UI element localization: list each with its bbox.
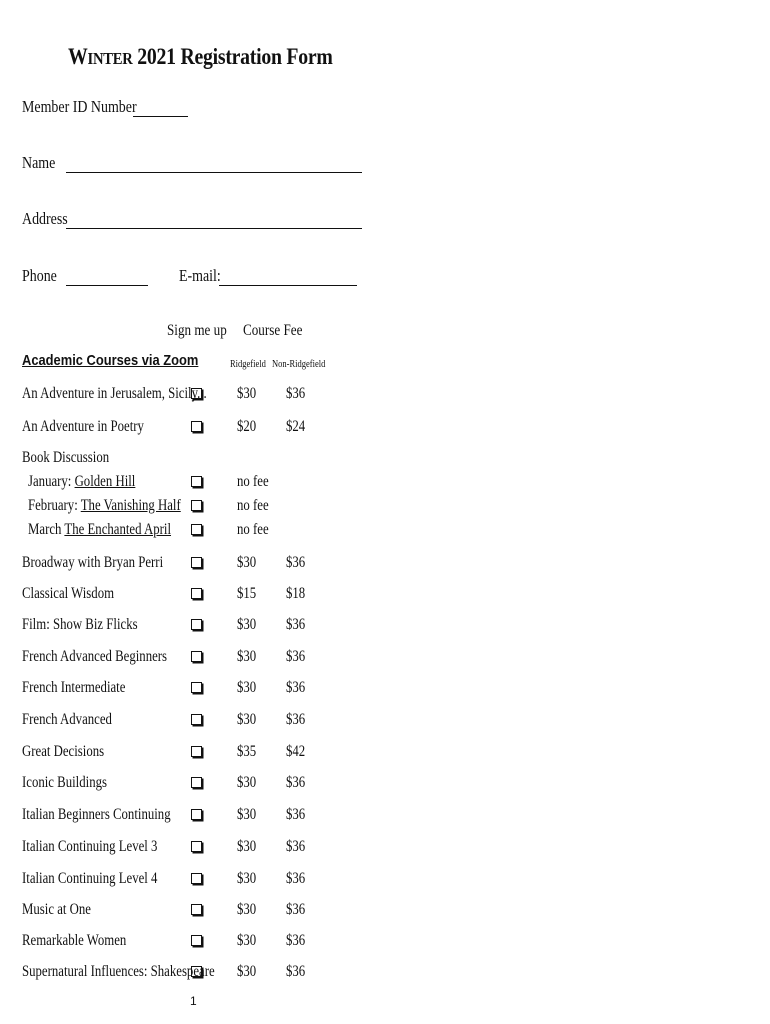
name-field[interactable] [66,172,362,173]
fee-non-ridgefield: $36 [286,870,306,887]
book-entry: March The Enchanted April [28,521,172,538]
fee-non-ridgefield: $42 [286,743,306,760]
course-row [0,870,770,892]
signup-checkbox[interactable] [191,388,202,399]
course-name: Film: Show Biz Flicks [22,616,138,633]
course-row [0,963,770,985]
fee-ridgefield: $15 [237,585,257,602]
course-name: Italian Continuing Level 3 [22,838,158,855]
signup-checkbox[interactable] [191,873,202,884]
email-label: E-mail: [179,266,221,285]
signup-checkbox[interactable] [191,619,202,630]
ridgefield-header: Ridgefield [230,359,266,370]
course-row [0,711,770,733]
book-title: Golden Hill [74,473,136,490]
course-name: Music at One [22,901,91,918]
course-name: Italian Continuing Level 4 [22,870,158,887]
fee-ridgefield: $30 [237,711,257,728]
course-name: An Adventure in Jerusalem, Sicily... [22,385,207,402]
course-row [0,901,770,923]
course-row [0,774,770,796]
fee-ridgefield: $30 [237,963,257,980]
course-row [0,418,770,440]
email-field[interactable] [219,285,357,286]
member-id-label: Member ID Number [22,97,137,116]
form-title: WINTER 2021 Registration Form [68,44,333,69]
fee-non-ridgefield: $36 [286,774,306,791]
fee-ridgefield: $30 [237,901,257,918]
course-name: Broadway with Bryan Perri [22,554,164,571]
signup-checkbox[interactable] [191,809,202,820]
fee-ridgefield: $30 [237,385,257,402]
course-row [0,648,770,670]
course-name: Remarkable Women [22,932,127,949]
name-label: Name [22,153,56,172]
page-number: 1 [190,994,197,1008]
fee-non-ridgefield: $36 [286,838,306,855]
signup-checkbox[interactable] [191,966,202,977]
course-name: French Intermediate [22,679,126,696]
fee-non-ridgefield: $36 [286,554,306,571]
fee-ridgefield: $30 [237,616,257,633]
course-row [0,932,770,954]
fee-non-ridgefield: $36 [286,932,306,949]
book-entry: January: Golden Hill [28,473,136,490]
fee-ridgefield: no fee [237,497,269,514]
fee-ridgefield: $30 [237,932,257,949]
course-name: Great Decisions [22,743,105,760]
course-name: Italian Beginners Continuing [22,806,171,823]
signup-checkbox[interactable] [191,682,202,693]
member-id-field[interactable] [133,116,188,117]
non-ridgefield-header: Non-Ridgefield [272,359,326,370]
fee-non-ridgefield: $18 [286,585,306,602]
fee-ridgefield: $30 [237,838,257,855]
signup-checkbox[interactable] [191,935,202,946]
fee-non-ridgefield: $24 [286,418,306,435]
section-title: Academic Courses via Zoom [22,352,199,369]
fee-ridgefield: $30 [237,774,257,791]
fee-non-ridgefield: $36 [286,616,306,633]
signup-checkbox[interactable] [191,651,202,662]
course-name: French Advanced [22,711,112,728]
course-row [0,806,770,828]
course-fee-header: Course Fee [243,322,303,339]
fee-ridgefield: $30 [237,679,257,696]
course-row [0,449,770,471]
fee-ridgefield: $30 [237,554,257,571]
course-name: Iconic Buildings [22,774,107,791]
course-name: Classical Wisdom [22,585,115,602]
signup-checkbox[interactable] [191,714,202,725]
fee-non-ridgefield: $36 [286,679,306,696]
course-name: An Adventure in Poetry [22,418,144,435]
fee-ridgefield: $30 [237,806,257,823]
fee-non-ridgefield: $36 [286,901,306,918]
course-name: Supernatural Influences: Shakespeare [22,963,215,980]
signup-checkbox[interactable] [191,557,202,568]
course-name: Book Discussion [22,449,110,466]
signup-checkbox[interactable] [191,524,202,535]
book-title: The Enchanted April [64,521,172,538]
phone-field[interactable] [66,285,148,286]
fee-non-ridgefield: $36 [286,711,306,728]
sign-me-up-header: Sign me up [167,322,227,339]
fee-ridgefield: no fee [237,521,269,538]
signup-checkbox[interactable] [191,841,202,852]
fee-non-ridgefield: $36 [286,385,306,402]
book-row [0,473,770,495]
signup-checkbox[interactable] [191,777,202,788]
signup-checkbox[interactable] [191,746,202,757]
book-title: The Vanishing Half [80,497,181,514]
address-label: Address [22,209,68,228]
fee-non-ridgefield: $36 [286,648,306,665]
fee-ridgefield: $20 [237,418,257,435]
course-row [0,554,770,576]
fee-non-ridgefield: $36 [286,963,306,980]
course-row [0,616,770,638]
course-name: French Advanced Beginners [22,648,168,665]
signup-checkbox[interactable] [191,588,202,599]
fee-ridgefield: $35 [237,743,257,760]
phone-label: Phone [22,266,57,285]
signup-checkbox[interactable] [191,421,202,432]
book-row [0,521,770,543]
fee-ridgefield: no fee [237,473,269,490]
course-row [0,838,770,860]
signup-checkbox[interactable] [191,500,202,511]
course-row [0,585,770,607]
book-row [0,497,770,519]
fee-ridgefield: $30 [237,648,257,665]
signup-checkbox[interactable] [191,476,202,487]
course-row [0,743,770,765]
book-entry: February: The Vanishing Half [28,497,181,514]
fee-ridgefield: $30 [237,870,257,887]
signup-checkbox[interactable] [191,904,202,915]
course-row [0,679,770,701]
address-field[interactable] [66,228,362,229]
fee-non-ridgefield: $36 [286,806,306,823]
course-row [0,385,770,407]
